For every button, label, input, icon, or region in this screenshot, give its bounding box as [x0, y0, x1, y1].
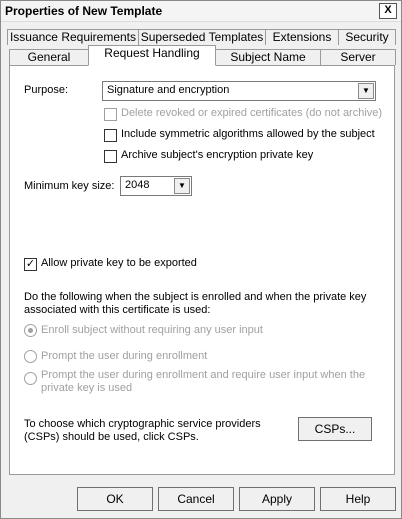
tab-issuance-requirements[interactable]: Issuance Requirements [7, 29, 139, 45]
radio-dot-icon [28, 328, 33, 333]
csp-text-line1: To choose which cryptographic service providers [24, 418, 261, 430]
min-key-size-select[interactable] [120, 176, 192, 196]
checkmark-icon: ✓ [25, 258, 36, 270]
prompt-during-enrollment-radio[interactable] [24, 350, 37, 363]
tab-general[interactable]: General [9, 49, 89, 65]
enroll-description-line1: Do the following when the subject is enrolled and when the private key [24, 291, 367, 303]
min-key-size-value: 2048 [125, 179, 150, 191]
include-symmetric-label: Include symmetric algorithms allowed by the subject [121, 128, 375, 140]
prompt-during-enrollment-label: Prompt the user during enrollment [41, 350, 208, 362]
prompt-and-require-line2: private key is used [41, 382, 133, 394]
include-symmetric-checkbox[interactable] [104, 129, 117, 142]
tab-superseded-templates[interactable]: Superseded Templates [138, 29, 266, 45]
ok-button[interactable]: OK [77, 487, 153, 511]
min-key-size-label: Minimum key size: [24, 180, 115, 192]
prompt-and-require-line1: Prompt the user during enrollment and require user input when the [41, 369, 366, 381]
request-handling-panel [9, 65, 395, 475]
tab-extensions[interactable]: Extensions [265, 29, 339, 45]
enroll-without-input-label: Enroll subject without requiring any user input [41, 324, 263, 336]
close-button[interactable]: X [379, 3, 397, 19]
cancel-button[interactable]: Cancel [158, 487, 234, 511]
tab-security[interactable]: Security [338, 29, 396, 45]
purpose-label: Purpose: [24, 84, 69, 96]
prompt-and-require-radio[interactable] [24, 372, 37, 385]
archive-key-checkbox[interactable] [104, 150, 117, 163]
enroll-without-input-radio[interactable] [24, 324, 37, 337]
enroll-description-line2: associated with this certificate is used: [24, 304, 211, 316]
purpose-value: Signature and encryption [107, 84, 230, 96]
delete-revoked-checkbox[interactable] [104, 108, 117, 121]
window-title: Properties of New Template [5, 4, 163, 18]
help-button[interactable]: Help [320, 487, 396, 511]
csps-button[interactable]: CSPs... [298, 417, 372, 441]
delete-revoked-label: Delete revoked or expired certificates (do not archive) [121, 107, 383, 119]
allow-export-label: Allow private key to be exported [41, 257, 197, 269]
csp-text-line2: (CSPs) should be used, click CSPs. [24, 431, 199, 443]
archive-key-label: Archive subject's encryption private key [121, 149, 314, 161]
allow-export-checkbox[interactable] [24, 258, 37, 271]
tab-server[interactable]: Server [320, 49, 396, 65]
purpose-select[interactable] [102, 81, 376, 101]
tab-subject-name[interactable]: Subject Name [215, 49, 321, 65]
title-bar [1, 1, 401, 22]
apply-button[interactable]: Apply [239, 487, 315, 511]
tab-request-handling[interactable]: Request Handling [88, 45, 216, 66]
chevron-down-icon[interactable]: ▼ [174, 178, 190, 194]
chevron-down-icon[interactable]: ▼ [358, 83, 374, 99]
